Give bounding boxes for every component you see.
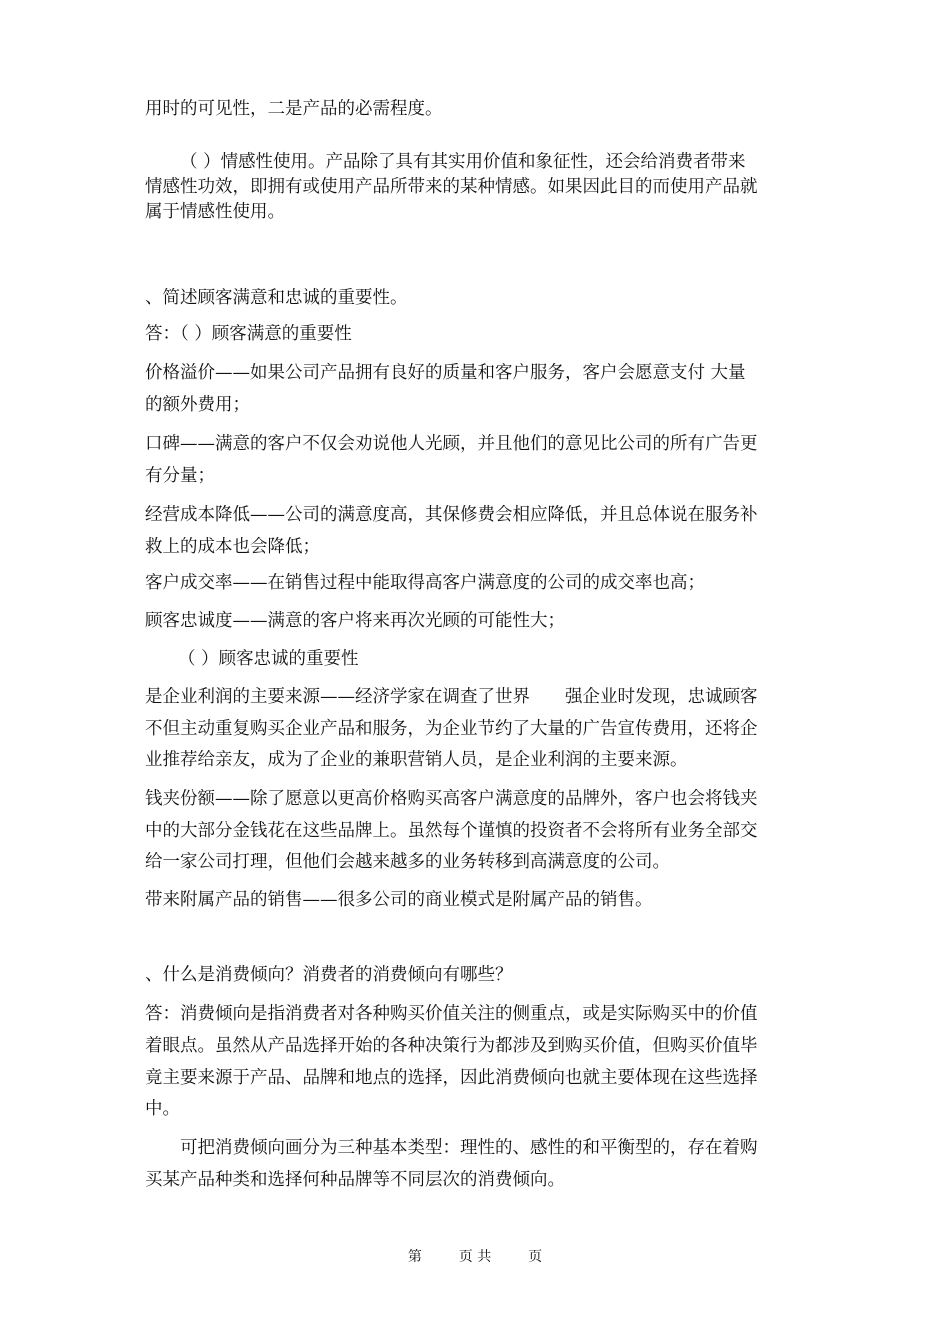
footer-page-middle: 页 共 (458, 1249, 492, 1265)
text-line: 竟主要来源于产品、品牌和地点的选择，因此消费倾向也就主要体现在这些选择 (145, 1068, 758, 1088)
text-line: 口碑——满意的客户不仅会劝说他人光顾，并且他们的意见比公司的所有广告更 (145, 434, 758, 454)
text-line: 中。 (145, 1099, 180, 1119)
text-line: 钱夹份额——除了愿意以更高价格购买高客户满意度的品牌外，客户也会将钱夹 (145, 789, 758, 809)
text-line: 中的大部分金钱花在这些品牌上。虽然每个谨慎的投资者不会将所有业务全部交 (145, 821, 758, 841)
text-line: 用时的可见性，二是产品的必需程度。 (145, 99, 443, 119)
text-line: 买某产品种类和选择何种品牌等不同层次的消费倾向。 (145, 1170, 565, 1190)
section-heading: 、简述顾客满意和忠诚的重要性。 (145, 288, 408, 308)
text-line: 经营成本降低——公司的满意度高，其保修费会相应降低，并且总体说在服务补 (145, 505, 758, 525)
text-line: 不但主动重复购买企业产品和服务，为企业节约了大量的广告宣传费用，还将企 (145, 719, 758, 739)
text-line: 救上的成本也会降低； (145, 537, 320, 557)
text-line: 情感性功效，即拥有或使用产品所带来的某种情感。如果因此目的而使用产品就 (145, 177, 758, 197)
text-line: 答：（ ）顾客满意的重要性 (145, 324, 352, 344)
text-line: 是企业利润的主要来源——经济学家在调查了世界 强企业时发现，忠诚顾客 (145, 687, 758, 707)
text-line: 价格溢价——如果公司产品拥有良好的质量和客户服务，客户会愿意支付 大量 (145, 363, 746, 383)
text-line: 带来附属产品的销售——很多公司的商业模式是附属产品的销售。 (145, 890, 653, 910)
text-line: 有分量； (145, 466, 215, 486)
text-line: 给一家公司打理，但他们会越来越多的业务转移到高满意度的公司。 (145, 852, 670, 872)
footer-page-prefix: 第 (407, 1249, 422, 1265)
text-line: 顾客忠诚度——满意的客户将来再次光顾的可能性大； (145, 611, 565, 631)
text-line: 客户成交率——在销售过程中能取得高客户满意度的公司的成交率也高； (145, 573, 705, 593)
text-line: （ ）情感性使用。产品除了具有其实用价值和象征性，还会给消费者带来 (180, 152, 746, 172)
page-footer (0, 1246, 950, 1266)
text-line: 着眼点。虽然从产品选择开始的各种决策行为都涉及到购买价值，但购买价值毕 (145, 1036, 758, 1056)
text-line: 的额外费用； (145, 395, 250, 415)
text-line: 可把消费倾向画分为三种基本类型：理性的、感性的和平衡型的，存在着购 (180, 1138, 758, 1158)
text-line: 业推荐给亲友，成为了企业的兼职营销人员，是企业利润的主要来源。 (145, 750, 688, 770)
text-line: 属于情感性使用。 (145, 202, 285, 222)
text-line: （ ）顾客忠诚的重要性 (178, 649, 359, 669)
text-line: 答：消费倾向是指消费者对各种购买价值关注的侧重点，或是实际购买中的价值 (145, 1004, 758, 1024)
footer-page-suffix: 页 (528, 1249, 543, 1265)
section-heading: 、什么是消费倾向？消费者的消费倾向有哪些？ (145, 965, 513, 985)
